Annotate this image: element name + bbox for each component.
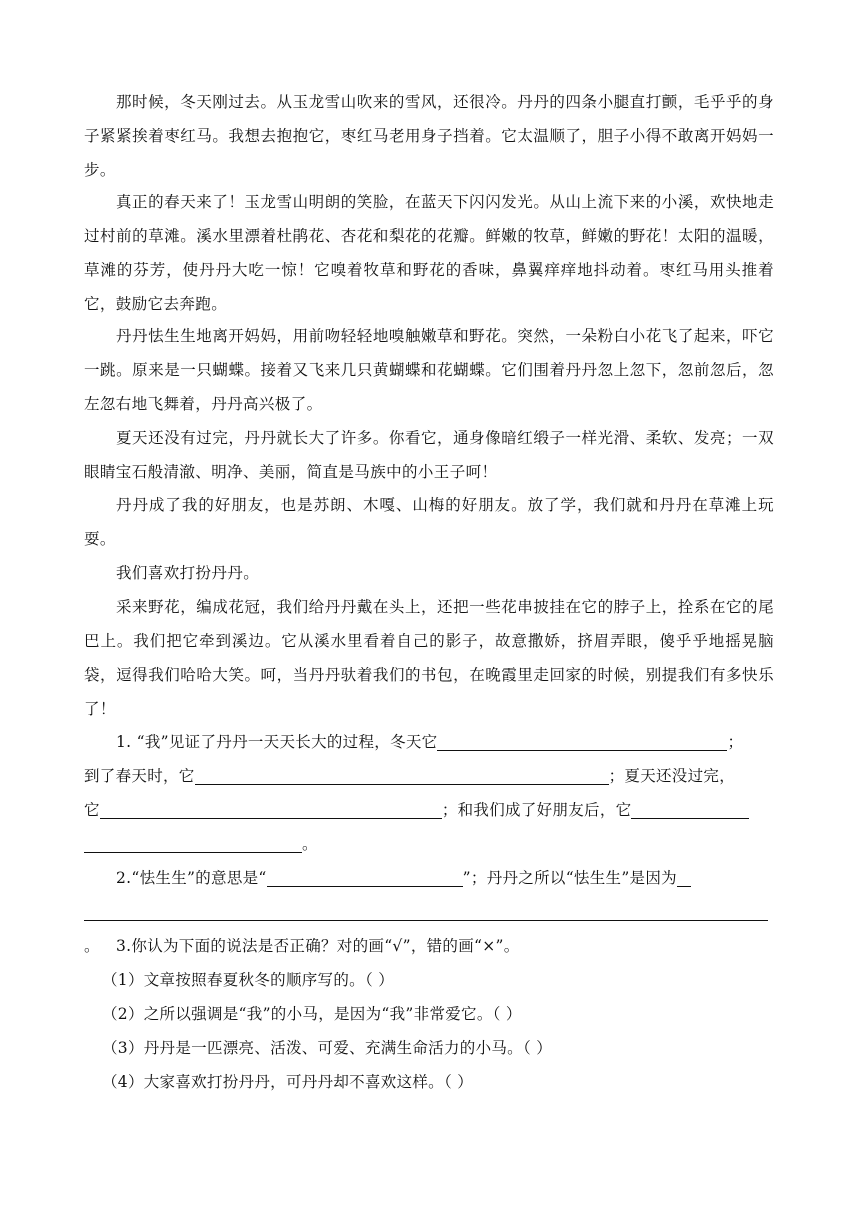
passage-paragraph-4: 夏天还没有过完，丹丹就长大了许多。你看它，通身像暗红缎子一样光滑、柔软、发亮；一双眼睛宝石般清澈、明净、美丽，简直是马族中的小王子呵！ <box>84 429 774 481</box>
passage-paragraph-5: 丹丹成了我的好朋友，也是苏朗、木嘎、山梅的好朋友。放了学，我们就和丹丹在草滩上玩耍。 <box>84 496 774 548</box>
q3-item-4: （4）大家喜欢打扮丹丹，可丹丹却不喜欢这样。（ ） <box>102 1073 474 1091</box>
passage-paragraph-3: 丹丹怯生生地离开妈妈，用前吻轻轻地嗅触嫩草和野花。突然，一朵粉白小花飞了起来，吓它一跳。原来是一只蝴蝶。接着又飞来几只黄蝴蝶和花蝴蝶。它们围着丹丹忽上忽下，忽前忽后，忽左忽右地飞舞着，丹丹高兴极了。 <box>84 327 774 413</box>
question-2-line-1 <box>84 861 774 895</box>
question-3-stem: 3.你认为下面的说法是否正确？对的画“√”，错的画“×”。 <box>116 937 520 955</box>
q1-blank-winter[interactable] <box>437 730 727 751</box>
passage-paragraph-1: 那时候，冬天刚过去。从玉龙雪山吹来的雪风，还很冷。丹丹的四条小腿直打颤，毛乎乎的身子紧紧挨着枣红马。我想去抱抱它，枣红马老用身子挡着。它太温顺了，胆子小得不敢离开妈妈一步。 <box>84 93 774 179</box>
question-1-line-1 <box>84 725 774 759</box>
q1-blank-friends[interactable] <box>631 798 749 819</box>
passage-paragraph-2: 真正的春天来了！玉龙雪山明朗的笑脸，在蓝天下闪闪发光。从山上流下来的小溪，欢快地走过村前的草滩。溪水里漂着杜鹃花、杏花和梨花的花瓣。鲜嫩的牧草，鲜嫩的野花！太阳的温暖，草滩的芬芳，使丹丹大吃一惊！它嗅着牧草和野花的香味，鼻翼痒痒地抖动着。枣红马用头推着它，鼓励它去奔跑。 <box>84 193 774 313</box>
q1-spring-label: 到了春天时，它 <box>84 767 195 785</box>
q3-item-2: （2）之所以强调是“我”的小马，是因为“我”非常爱它。（ ） <box>102 1005 522 1023</box>
q2-blank-reason-cont[interactable] <box>84 900 768 921</box>
q3-item-1: （1）文章按照春夏秋冬的顺序写的。（ ） <box>102 971 395 989</box>
q2-blank-meaning[interactable] <box>267 866 463 887</box>
q3-item-3: （3）丹丹是一匹漂亮、活泼、可爱、充满生命活力的小马。（ ） <box>102 1039 553 1057</box>
question-1-line-4 <box>84 827 774 861</box>
q1-end: 。 <box>302 835 318 853</box>
q2-blank-reason[interactable] <box>677 866 691 887</box>
q2-end: 。 <box>84 937 100 955</box>
q1-friends-label: ；和我们成了好朋友后，它 <box>441 801 632 819</box>
passage-paragraph-7: 采来野花，编成花冠，我们给丹丹戴在头上，还把一些花串披挂在它的脖子上，拴系在它的尾巴上。我们把它牵到溪边。它从溪水里看着自己的影子，故意撒娇，挤眉弄眼，傻乎乎地摇晃脑袋，逗得我们哈哈大笑。呵，当丹丹驮着我们的书包，在晚霞里走回家的时候，别提我们有多快乐了！ <box>84 598 774 718</box>
question-1-line-3 <box>84 793 774 827</box>
q1-blank-summer[interactable] <box>100 798 442 819</box>
q1-blank-spring[interactable] <box>195 764 609 785</box>
q1-blank-friends-cont[interactable] <box>84 832 302 853</box>
q1-summer-label: ；夏天还没过完， <box>608 767 736 785</box>
question-1-line-2 <box>84 759 774 793</box>
q2-reason-label: ”；丹丹之所以“怯生生”是因为 <box>462 869 677 887</box>
q1-summer-it: 它 <box>84 801 100 819</box>
question-1-text: 1. “我”见证了丹丹一天天长大的过程，冬天它 <box>116 733 438 751</box>
question-2-text: 2.“怯生生”的意思是“ <box>116 869 267 887</box>
passage-paragraph-6: 我们喜欢打扮丹丹。 <box>116 564 260 582</box>
q1-separator: ； <box>727 733 744 751</box>
